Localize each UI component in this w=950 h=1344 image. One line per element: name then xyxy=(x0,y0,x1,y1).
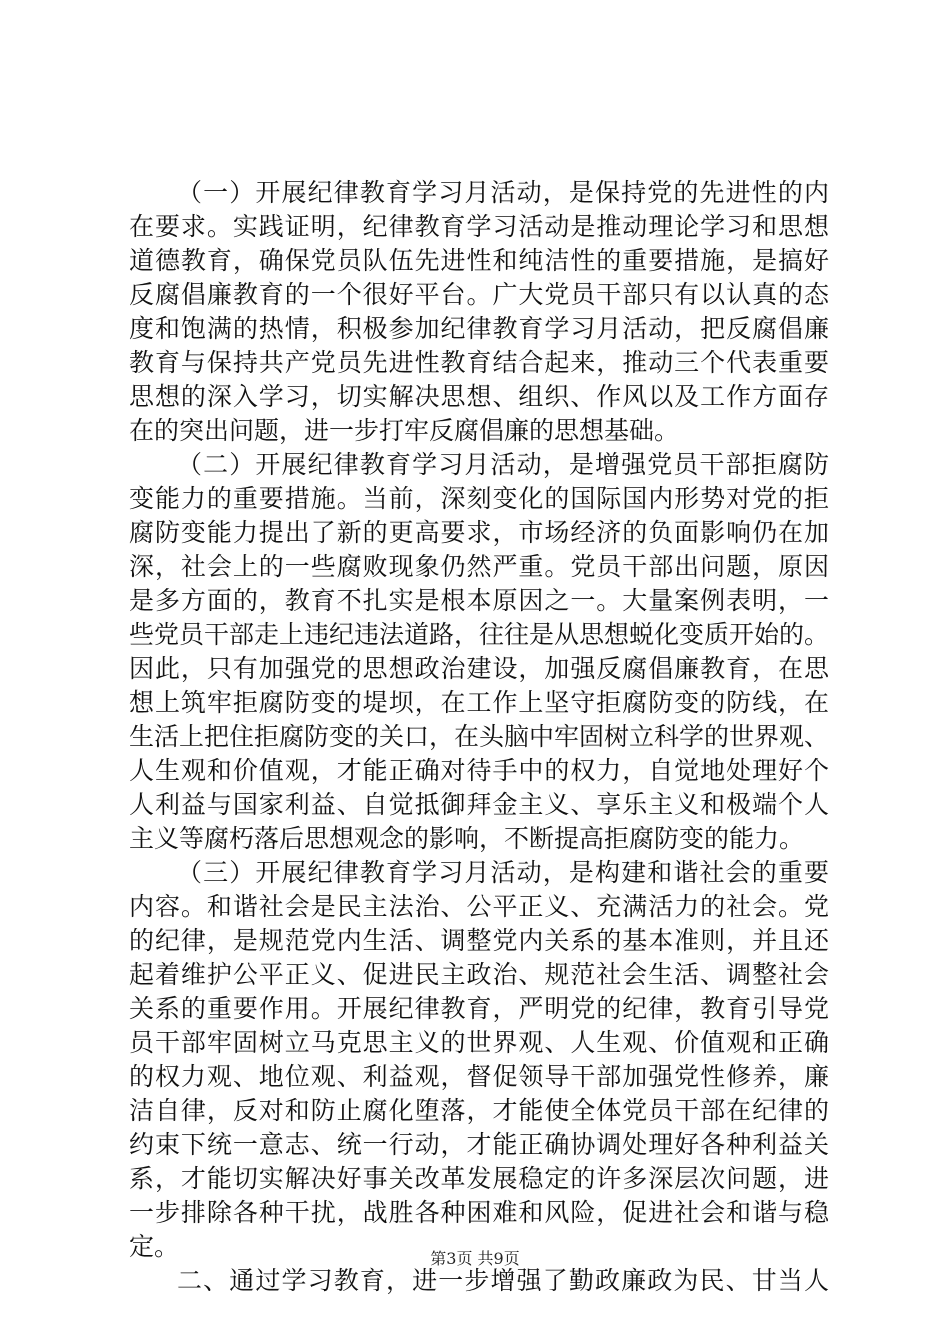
text-line: 些党员干部走上违纪违法道路，往往是从思想蜕化变质开始的。 xyxy=(129,620,830,649)
text-line: 度和饱满的热情，积极参加纪律教育学习月活动，把反腐倡廉 xyxy=(129,314,829,343)
text-line: （一）开展纪律教育学习月活动，是保持党的先进性的内 xyxy=(177,178,829,207)
text-line: 一步排除各种干扰，战胜各种困难和风险，促进社会和谐与稳 xyxy=(129,1198,829,1227)
text-line: 洁自律，反对和防止腐化堕落，才能使全体党员干部在纪律的 xyxy=(129,1096,829,1125)
text-line: （三）开展纪律教育学习月活动，是构建和谐社会的重要 xyxy=(177,858,829,887)
page-footer xyxy=(0,1248,950,1270)
text-line: 的纪律，是规范党内生活、调整党内关系的基本准则，并且还 xyxy=(129,926,829,955)
text-line: 思想的深入学习，切实解决思想、组织、作风以及工作方面存 xyxy=(129,382,829,411)
text-line: 反腐倡廉教育的一个很好平台。广大党员干部只有以认真的态 xyxy=(129,280,829,309)
text-line: 在的突出问题，进一步打牢反腐倡廉的思想基础。 xyxy=(129,416,680,445)
text-line: 的权力观、地位观、利益观，督促领导干部加强党性修养，廉 xyxy=(129,1062,829,1091)
text-line: 定。 xyxy=(129,1232,180,1261)
text-line: 员干部牢固树立马克思主义的世界观、人生观、价值观和正确 xyxy=(129,1028,829,1057)
text-line: 因此，只有加强党的思想政治建设，加强反腐倡廉教育，在思 xyxy=(129,654,829,683)
text-line: 主义等腐朽落后思想观念的影响，不断提高拒腐防变的能力。 xyxy=(129,824,805,853)
text-line: 人生观和价值观，才能正确对待手中的权力，自觉地处理好个 xyxy=(129,756,829,785)
text-line: 生活上把住拒腐防变的关口，在头脑中牢固树立科学的世界观、 xyxy=(129,722,830,751)
text-line: 系，才能切实解决好事关改革发展稳定的许多深层次问题，进 xyxy=(129,1164,829,1193)
text-line: 人利益与国家利益、自觉抵御拜金主义、享乐主义和极端个人 xyxy=(129,790,829,819)
text-line: 深，社会上的一些腐败现象仍然严重。党员干部出问题，原因 xyxy=(129,552,829,581)
text-line: 在要求。实践证明，纪律教育学习活动是推动理论学习和思想 xyxy=(129,212,829,241)
text-line: 教育与保持共产党员先进性教育结合起来，推动三个代表重要 xyxy=(129,348,829,377)
text-line: 起着维护公平正义、促进民主政治、规范社会生活、调整社会 xyxy=(129,960,829,989)
text-line: （二）开展纪律教育学习月活动，是增强党员干部拒腐防 xyxy=(177,450,829,479)
text-line: 道德教育，确保党员队伍先进性和纯洁性的重要措施，是搞好 xyxy=(129,246,829,275)
text-line: 腐防变能力提出了新的更高要求，市场经济的负面影响仍在加 xyxy=(129,518,829,547)
text-line: 想上筑牢拒腐防变的堤坝，在工作上坚守拒腐防变的防线，在 xyxy=(129,688,829,717)
text-line: 内容。和谐社会是民主法治、公平正义、充满活力的社会。党 xyxy=(129,892,829,921)
text-line: 是多方面的，教育不扎实是根本原因之一。大量案例表明，一 xyxy=(129,586,829,615)
text-line: 变能力的重要措施。当前，深刻变化的国际国内形势对党的拒 xyxy=(129,484,829,513)
page-number-label: 第3页 共9页 xyxy=(430,1249,520,1268)
text-line: 二、通过学习教育，进一步增强了勤政廉政为民、甘当人 xyxy=(177,1266,829,1295)
text-line: 关系的重要作用。开展纪律教育，严明党的纪律，教育引导党 xyxy=(129,994,829,1023)
text-line: 约束下统一意志、统一行动，才能正确协调处理好各种利益关 xyxy=(129,1130,829,1159)
document-body xyxy=(129,176,829,1298)
